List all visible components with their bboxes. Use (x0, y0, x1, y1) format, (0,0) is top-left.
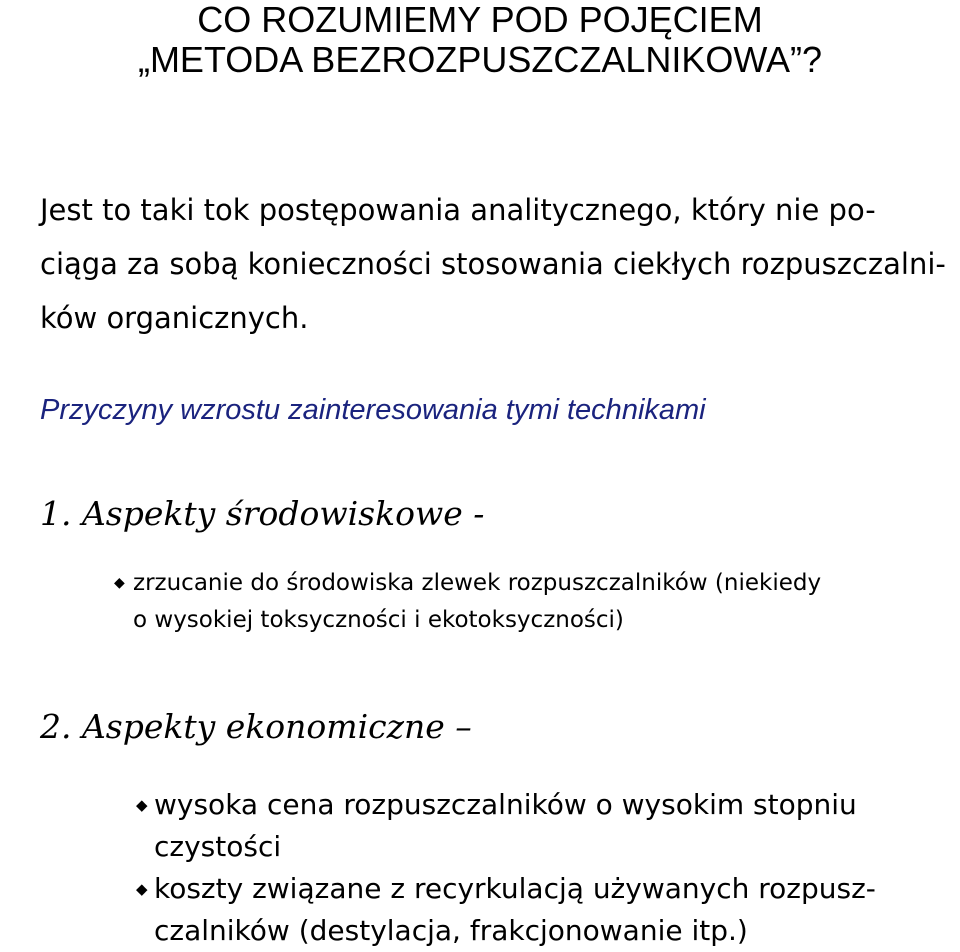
diamond-bullet-icon: ◆ (136, 796, 148, 814)
list-item (0, 868, 960, 952)
intro-line-2: ciąga za sobą konieczności stosowania ciekłych rozpuszczalni- (40, 247, 946, 281)
list-item-line: zrzucanie do środowiska zlewek rozpuszczalników (niekiedy (133, 570, 822, 596)
page-title-line-1: CO ROZUMIEMY POD POJĘCIEM (197, 0, 763, 40)
list-item-line: o wysokiej toksyczności i ekotoksyczności) (133, 607, 624, 633)
list-item-line: koszty związane z recyrkulacją używanych rozpusz- (154, 872, 876, 905)
intro-line-1: Jest to taki tok postępowania analitycznego, który nie po- (40, 193, 876, 227)
section-1-heading: 1. Aspekty środowiskowe - (40, 494, 485, 533)
page-title (0, 0, 960, 80)
intro-line-3: ków organicznych. (40, 301, 309, 335)
list-item (0, 565, 960, 639)
subheading: Przyczyny wzrostu zainteresowania tymi technikami (40, 394, 706, 426)
diamond-bullet-icon: ◆ (114, 575, 125, 591)
list-item-line: czalników (destylacja, frakcjonowanie itp.) (154, 914, 748, 947)
section-2-heading: 2. Aspekty ekonomiczne – (40, 707, 472, 746)
list-item-line: czystości (154, 830, 282, 863)
diamond-bullet-icon: ◆ (136, 880, 148, 898)
section-2-bullet-list (0, 784, 960, 952)
page-title-line-2: „METODA BEZROZPUSZCZALNIKOWA”? (137, 39, 823, 80)
intro-paragraph (40, 183, 955, 345)
list-item-line: wysoka cena rozpuszczalników o wysokim stopniu (154, 788, 857, 821)
section-1-bullet-list (0, 565, 960, 639)
list-item (0, 784, 960, 868)
